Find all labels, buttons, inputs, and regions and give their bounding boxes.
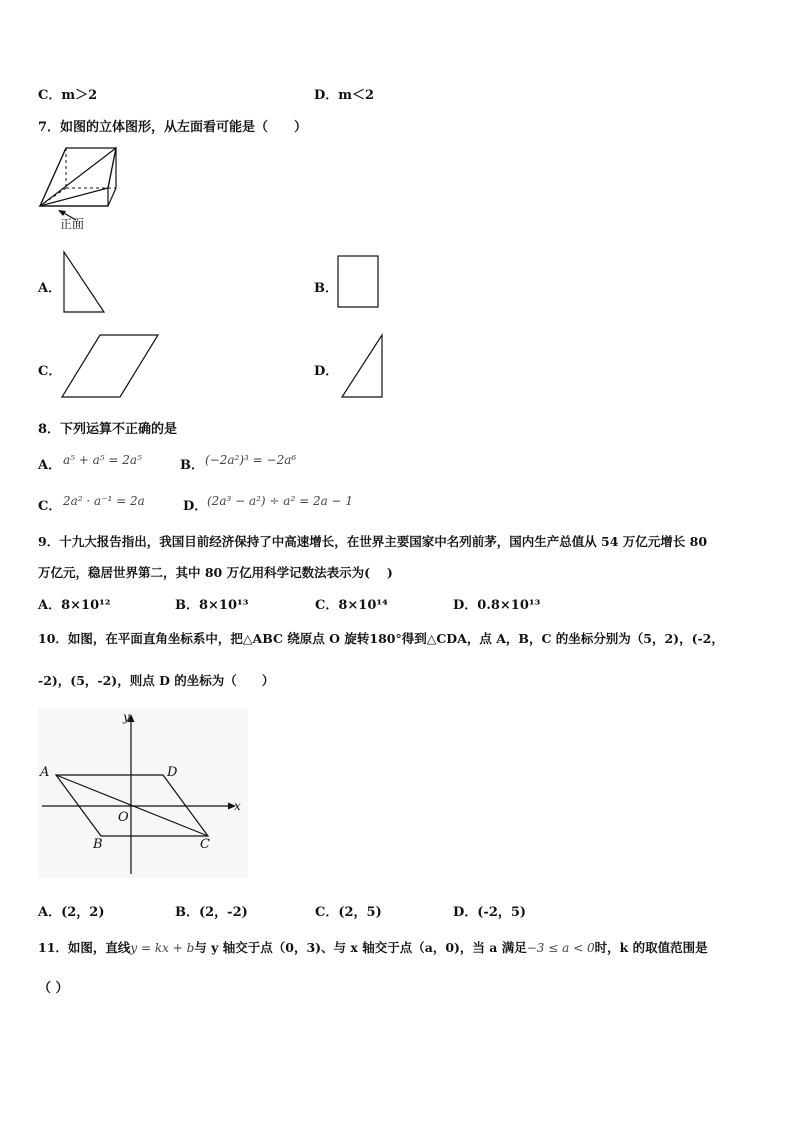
q7-option-b-shape — [337, 255, 381, 310]
q11-stem-line2: （ ） — [38, 981, 69, 996]
q7-option-a-label: A． — [38, 281, 62, 296]
q7-option-b-label: B． — [314, 281, 338, 296]
q9-stem-line1: 9．十九大报告指出，我国目前经济保持了中高速增长，在世界主要国家中名列前茅，国内生产总值从 54 万亿元增长 80 — [38, 534, 708, 549]
q8-option-b-label: B． — [180, 458, 204, 473]
q10-point-b-label: B — [93, 837, 103, 852]
q8-option-a-label: A． — [38, 458, 62, 473]
q10-point-d-label: D — [167, 765, 178, 780]
q8-option-b-formula: (−2𝑎²)³ = −2𝑎⁶ — [205, 453, 297, 467]
q7-option-d-shape — [340, 333, 386, 399]
q6-option-d: D．m＜2 — [314, 88, 375, 103]
q11-stem-part1: 11．如图，直线 — [38, 940, 131, 955]
q10-coordinate-figure — [38, 708, 248, 878]
q10-point-o-label: O — [118, 810, 129, 825]
q10-point-c-label: C — [200, 837, 210, 852]
q9-option-b: B．8×10¹³ — [175, 598, 249, 613]
q11-stem-part2: 与 y 轴交于点（0，3)、与 x 轴交于点（a，0)，当 a 满足 — [194, 940, 527, 955]
q7-prism-figure — [34, 144, 144, 234]
q7-option-a-shape — [62, 250, 108, 314]
q7-option-c-label: C． — [38, 364, 62, 379]
q10-y-axis-label: y — [123, 710, 130, 724]
q8-option-c-label: C． — [38, 499, 62, 514]
q11-a-range: −3 ≤ 𝑎 < 0 — [526, 941, 595, 955]
q7-option-d-label: D． — [314, 364, 339, 379]
q8-option-c-formula: 2𝑎² · 𝑎⁻¹ = 2𝑎 — [63, 494, 145, 508]
q10-option-a: A．(2，2) — [38, 905, 105, 920]
q7-option-c-shape — [62, 333, 162, 399]
q8-option-d-label: D． — [183, 499, 208, 514]
q9-option-c: C．8×10¹⁴ — [315, 598, 388, 613]
q10-stem-line2: -2)，(5，-2)，则点 D 的坐标为（ ） — [38, 673, 275, 688]
q10-option-b: B．(2，-2) — [175, 905, 248, 920]
q8-stem: 8．下列运算不正确的是 — [38, 422, 178, 437]
q9-option-a: A．8×10¹² — [38, 598, 111, 613]
q9-option-d: D．0.8×10¹³ — [453, 598, 541, 613]
q10-stem-line1: 10．如图，在平面直角坐标系中，把△ABC 绕原点 O 旋转180°得到△CDA，点 A，B，C 的坐标分别为（5，2)，(-2， — [38, 631, 724, 646]
q11-stem-line1 — [38, 938, 708, 956]
q10-option-d: D．(-2，5) — [453, 905, 527, 920]
q7-front-label: 正面 — [60, 217, 85, 231]
q8-option-a-formula: 𝑎⁵ + 𝑎⁵ = 2𝑎⁵ — [63, 453, 142, 467]
q10-option-c: C．(2，5) — [315, 905, 382, 920]
q10-point-a-label: A — [40, 765, 50, 780]
q11-line-equation: 𝑦 = 𝑘𝑥 + 𝑏 — [130, 941, 195, 955]
q7-stem: 7．如图的立体图形，从左面看可能是（ ） — [38, 120, 308, 135]
q10-x-axis-label: x — [234, 799, 241, 813]
q11-stem-part3: 时，k 的取值范围是 — [594, 940, 708, 955]
q8-option-d-formula: (2𝑎³ − 𝑎²) ÷ 𝑎² = 2𝑎 − 1 — [207, 494, 354, 508]
q6-option-c: C．m＞2 — [38, 88, 98, 103]
q9-stem-line2: 万亿元，稳居世界第二，其中 80 万亿用科学记数法表示为( ) — [38, 565, 393, 580]
